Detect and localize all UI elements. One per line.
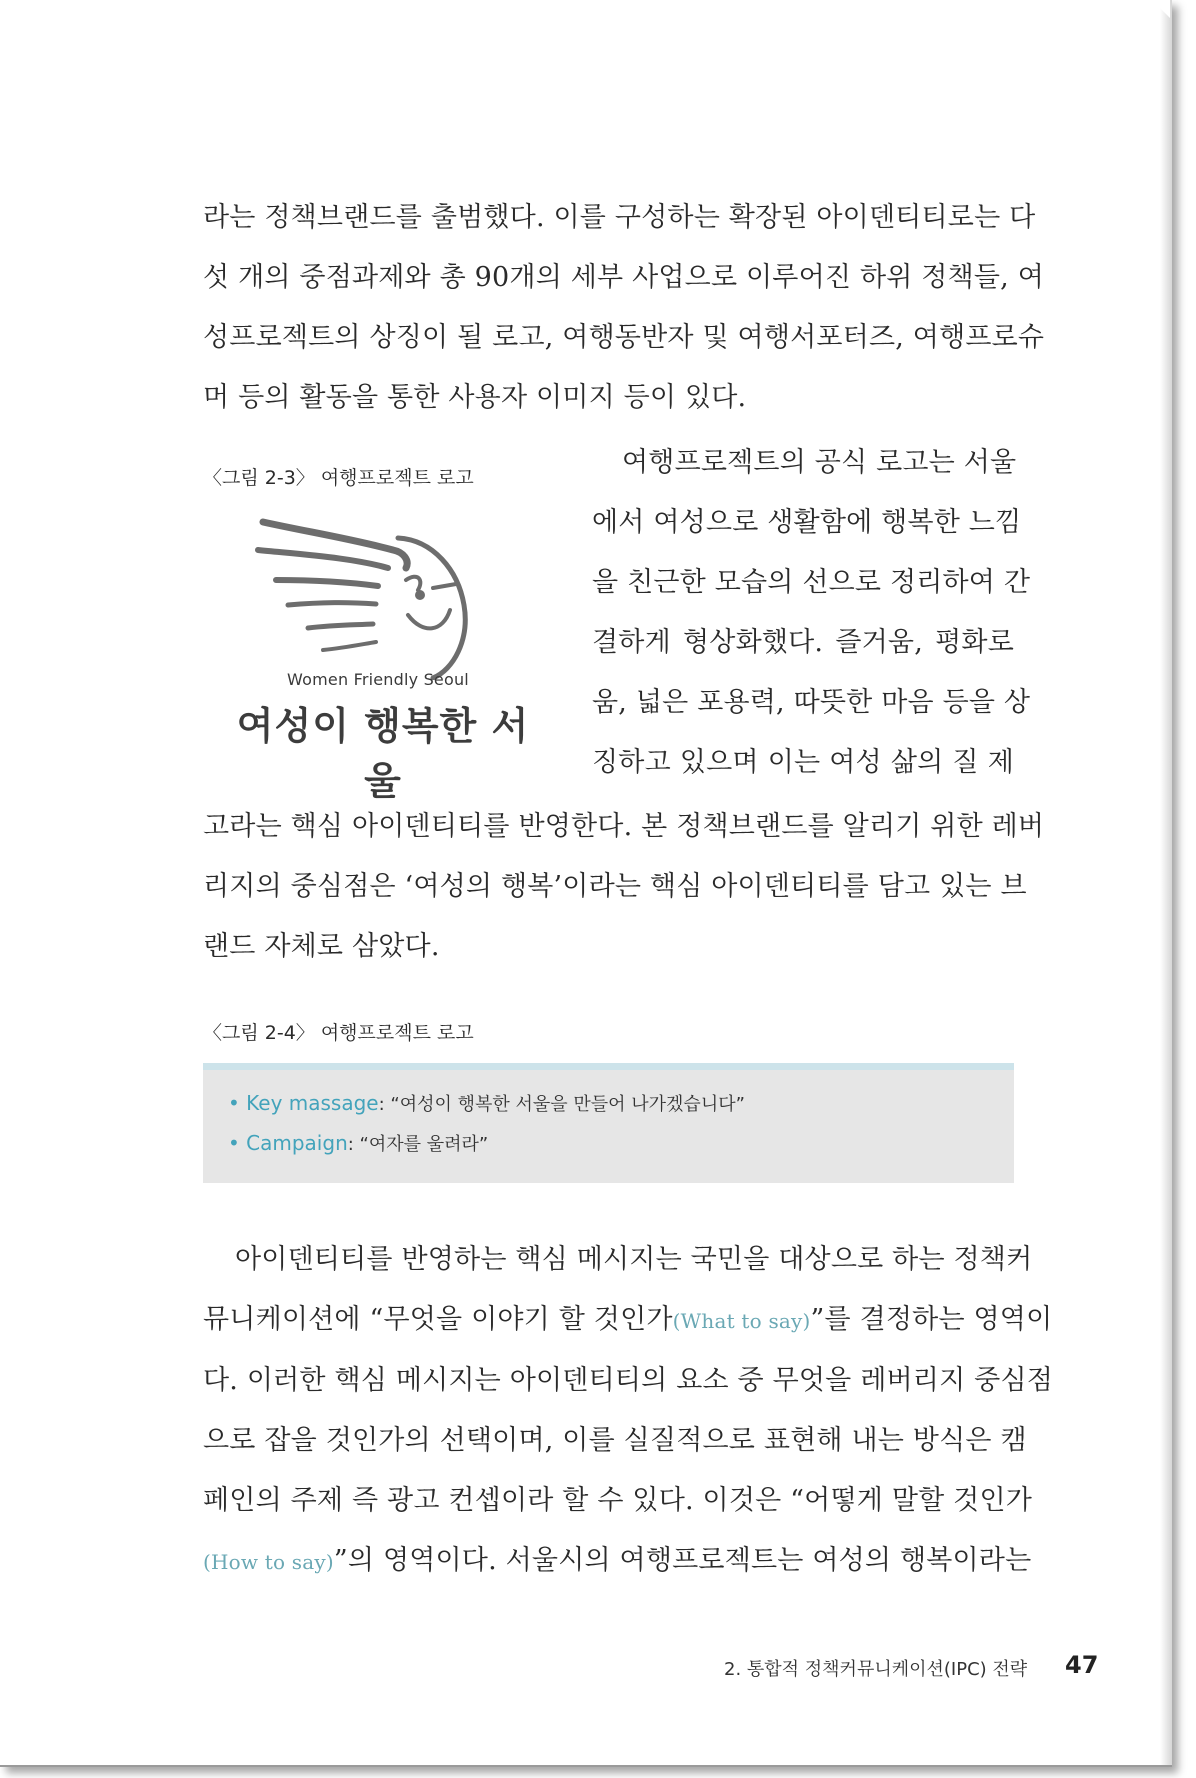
paragraph-3 [203, 1230, 1054, 1592]
figure-2-3-caption: 〈그림 2-3〉 여행프로젝트 로고 [203, 467, 474, 489]
paragraph-3-line: 다. 이러한 핵심 메시지는 아이덴티티의 요소 중 무엇을 레버리지 중심점 [203, 1365, 1054, 1396]
paragraph-2-line: 여행프로젝트의 공식 로고는 서울 [622, 447, 1017, 478]
chapter-footer: 2. 통합적 정책커뮤니케이션(IPC) 전략 [724, 1659, 1028, 1680]
paragraph-1 [203, 188, 1045, 428]
bullet-campaign: • [228, 1131, 247, 1155]
paragraph-3-text: ”의 영역이다. 서울시의 여행프로젝트는 여성의 행복이라는 [333, 1545, 1032, 1576]
paragraph-1-line: 머 등의 활동을 통한 사용자 이미지 등이 있다. [203, 382, 747, 413]
paragraph-2-line: 결하게 형상화했다. 즐거움, 평화로 [592, 627, 1014, 658]
paragraph-2-line: 을 친근한 모습의 선으로 정리하여 간 [592, 567, 1031, 598]
paragraph-2-full [203, 797, 1045, 977]
paragraph-3-line [203, 1531, 1032, 1592]
paragraph-1-line: 성프로젝트의 상징이 될 로고, 여행동반자 및 여행서포터즈, 여행프로슈 [203, 322, 1045, 353]
page-number: 47 [1065, 1651, 1099, 1679]
paragraph-3-line: 으로 잡을 것인가의 선택이며, 이를 실질적으로 표현해 내는 방식은 캠 [203, 1425, 1027, 1456]
paragraph-3-line: 아이덴티티를 반영하는 핵심 메시지는 국민을 대상으로 하는 정책커 [235, 1244, 1033, 1275]
logo-english-text: Women Friendly Seoul [287, 670, 469, 689]
paragraph-3-text: 뮤니케이션에 “무엇을 이야기 할 것인가 [203, 1304, 673, 1335]
key-message-value: : “여성이 행복한 서울을 만들어 나가겠습니다” [378, 1094, 745, 1115]
campaign-row [228, 1130, 488, 1156]
what-to-say-term: (What to say) [672, 1309, 811, 1333]
paragraph-3-text: ”를 결정하는 영역이 [810, 1304, 1053, 1335]
paragraph-1-line: 섯 개의 중점과제와 총 90개의 세부 사업으로 이루어진 하위 정책들, 여 [203, 262, 1044, 293]
paragraph-2-line: 랜드 자체로 삼았다. [203, 931, 440, 962]
paragraph-2-line: 움, 넓은 포용력, 따뜻한 마음 등을 상 [592, 687, 1031, 718]
page-corner [1152, 0, 1170, 18]
campaign-label: Campaign [246, 1131, 348, 1155]
paragraph-2-line: 징하고 있으며 이는 여성 삶의 질 제 [592, 747, 1014, 778]
campaign-value: : “여자를 울려라” [347, 1134, 489, 1155]
figure-2-4-caption: 〈그림 2-4〉 여행프로젝트 로고 [203, 1022, 474, 1044]
paragraph-3-line [203, 1290, 1053, 1351]
paragraph-2-line: 에서 여성으로 생활함에 행복한 느낌 [592, 507, 1022, 538]
page-edge-shadow [1160, 0, 1172, 1765]
paragraph-2-line: 리지의 중심점은 ‘여성의 행복’이라는 핵심 아이덴티티를 담고 있는 브 [203, 871, 1027, 902]
key-message-row [228, 1090, 745, 1116]
paragraph-1-line: 라는 정책브랜드를 출범했다. 이를 구성하는 확장된 아이덴티티로는 다 [203, 202, 1036, 233]
logo-korean-text: 여성이 행복한 서울 [236, 704, 530, 803]
key-message-box [203, 1063, 1014, 1183]
paragraph-2-side [592, 433, 1031, 793]
paragraph-3-line: 페인의 주제 즉 광고 컨셉이라 할 수 있다. 이것은 “어떻게 말할 것인가 [203, 1485, 1033, 1516]
women-friendly-seoul-logo [228, 510, 530, 803]
bullet-key-message: • [228, 1091, 247, 1115]
how-to-say-term: (How to say) [203, 1550, 334, 1574]
key-message-label: Key massage [246, 1091, 379, 1115]
wing-face-logo-icon [228, 510, 528, 680]
paragraph-2-line: 고라는 핵심 아이덴티티를 반영한다. 본 정책브랜드를 알리기 위한 레버 [203, 811, 1045, 842]
